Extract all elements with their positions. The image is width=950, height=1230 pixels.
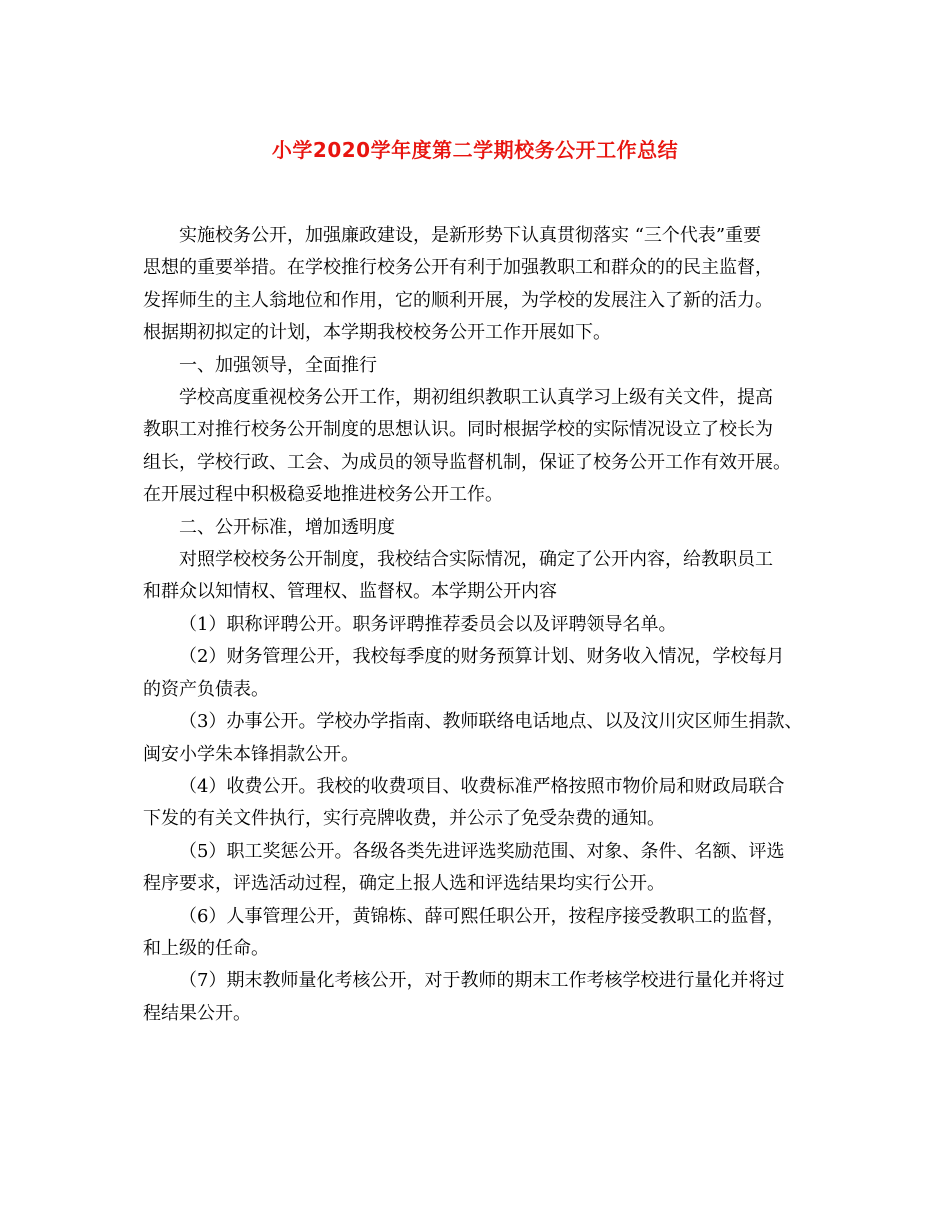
- text-line: 组长，学校行政、工会、为成员的领导监督机制，保证了校务公开工作有效开展。: [143, 451, 791, 473]
- text-line: 学校高度重视校务公开工作，期初组织教职工认真学习上级有关文件，提高: [179, 387, 773, 409]
- text-line: （6）人事管理公开，黄锦栋、薛可熙任职公开，按程序接受教职工的监督，: [179, 905, 785, 927]
- text-line: 和上级的任命。: [143, 937, 269, 959]
- text-line: （4）收费公开。我校的收费项目、收费标准严格按照市物价局和财政局联合: [179, 775, 785, 797]
- text-line: 对照学校校务公开制度，我校结合实际情况，确定了公开内容，给教职员工: [179, 549, 773, 571]
- text-line: 和群众以知情权、管理权、监督权。本学期公开内容: [143, 581, 557, 603]
- document-title: 小学2020学年度第二学期校务公开工作总结: [271, 138, 679, 162]
- text-line: 程结果公开。: [143, 1002, 251, 1024]
- text-line: （2）财务管理公开，我校每季度的财务预算计划、财务收入情况，学校每月: [179, 646, 785, 668]
- text-line: 一、加强领导，全面推行: [179, 354, 377, 376]
- text-line: （7）期末教师量化考核公开，对于教师的期末工作考核学校进行量化并将过: [179, 970, 785, 992]
- text-line: 下发的有关文件执行，实行亮牌收费，并公示了免受杂费的通知。: [143, 808, 665, 830]
- text-line: 教职工对推行校务公开制度的思想认识。同时根据学校的实际情况设立了校长为: [143, 419, 773, 441]
- text-line: （1）职称评聘公开。职务评聘推荐委员会以及评聘领导名单。: [179, 613, 677, 635]
- text-line: 根据期初拟定的计划，本学期我校校务公开工作开展如下。: [143, 322, 611, 344]
- text-line: （3）办事公开。学校办学指南、教师联络电话地点、以及汶川灾区师生捐款、: [179, 711, 803, 733]
- text-line: 思想的重要举措。在学校推行校务公开有利于加强教职工和群众的的民主监督，: [143, 257, 773, 279]
- text-line: 二、公开标准，增加透明度: [179, 516, 395, 538]
- text-line: 在开展过程中积极稳妥地推进校务公开工作。: [143, 484, 503, 506]
- text-line: 实施校务公开，加强廉政建设，是新形势下认真贯彻落实 “三个代表”重要: [179, 225, 762, 246]
- text-line: 的资产负债表。: [143, 678, 269, 700]
- text-line: 发挥师生的主人翁地位和作用，它的顺利开展，为学校的发展注入了新的活力。: [143, 289, 773, 311]
- text-line: 程序要求，评选活动过程，确定上报人选和评选结果均实行公开。: [143, 873, 665, 895]
- document-body: [143, 220, 811, 1030]
- text-line: （5）职工奖惩公开。各级各类先进评选奖励范围、对象、条件、名额、评选: [179, 840, 785, 862]
- text-line: 闽安小学朱本锋捐款公开。: [143, 743, 359, 765]
